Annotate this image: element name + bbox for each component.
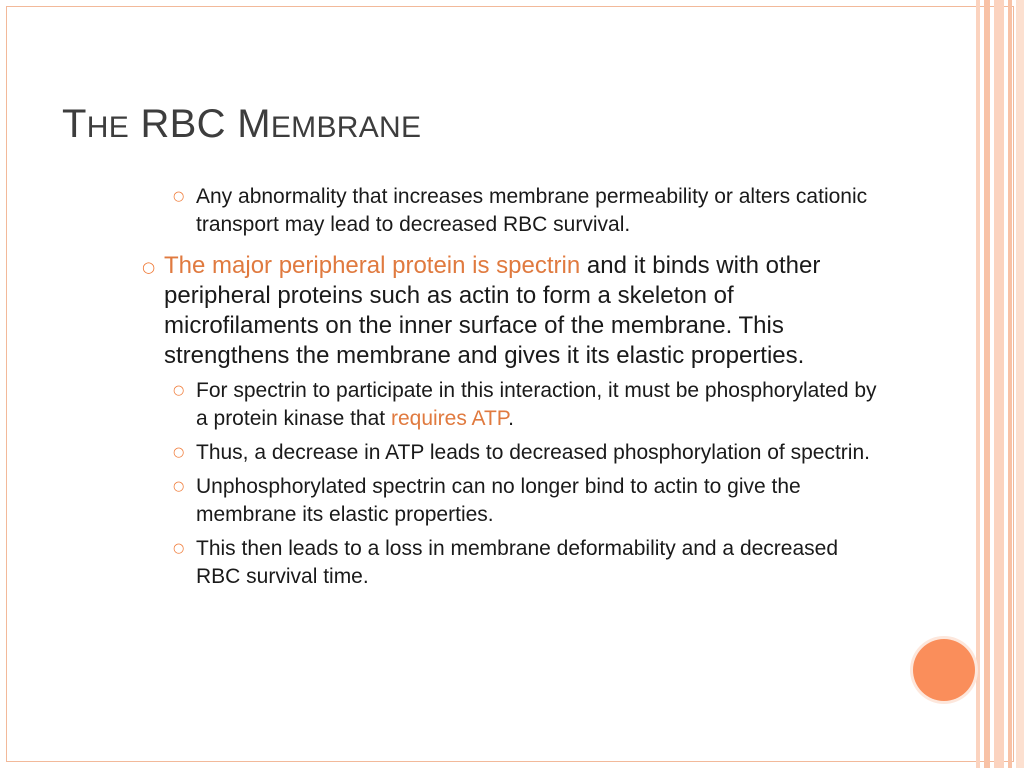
- decorative-orange-circle: [913, 639, 975, 701]
- hollow-circle-bullet-icon: ○: [173, 479, 185, 494]
- bullet-text: Unphosphorylated spectrin can no longer bind to actin to give the membrane its elastic properties.: [196, 475, 801, 526]
- slide-title: THE RBC MEMBRANE: [62, 102, 422, 146]
- bullet-text: This then leads to a loss in membrane deformability and a decreased RBC survival time.: [196, 537, 839, 588]
- hollow-circle-bullet-icon: ○: [173, 541, 185, 556]
- bullet-text: and it binds with other peripheral proteins such as actin to form a skeleton of microfilaments on the inner surface of the membrane. This strengthens the membrane and gives it its elastic properties.: [164, 252, 821, 369]
- hollow-circle-bullet-icon: ○: [173, 189, 185, 204]
- slide-content: [140, 183, 880, 591]
- decorative-stripe: [1016, 0, 1024, 768]
- bullet-text: Any abnormality that increases membrane permeability or alters cationic transport may lead to decreased RBC survival.: [196, 185, 868, 236]
- decorative-stripe: [976, 0, 980, 768]
- bullet-point: [140, 439, 880, 467]
- hollow-circle-bullet-icon: ○: [142, 258, 156, 276]
- decorative-stripe: [994, 0, 1004, 768]
- bullet-point: [140, 473, 880, 529]
- decorative-stripe: [1008, 0, 1012, 768]
- bullet-text-tail: .: [508, 407, 514, 430]
- highlighted-text: The major peripheral protein is spectrin: [164, 252, 581, 279]
- hollow-circle-bullet-icon: ○: [173, 445, 185, 460]
- decorative-stripe: [984, 0, 990, 768]
- bullet-point: [140, 251, 880, 371]
- bullet-point: [140, 377, 880, 433]
- bullet-text: Thus, a decrease in ATP leads to decreased phosphorylation of spectrin.: [196, 441, 870, 464]
- bullet-point: [140, 535, 880, 591]
- bullet-point: [140, 183, 880, 239]
- hollow-circle-bullet-icon: ○: [173, 383, 185, 398]
- bullet-text: For spectrin to participate in this interaction, it must be phosphorylated by a protein kinase that: [196, 379, 877, 430]
- highlighted-text: requires ATP: [390, 407, 509, 430]
